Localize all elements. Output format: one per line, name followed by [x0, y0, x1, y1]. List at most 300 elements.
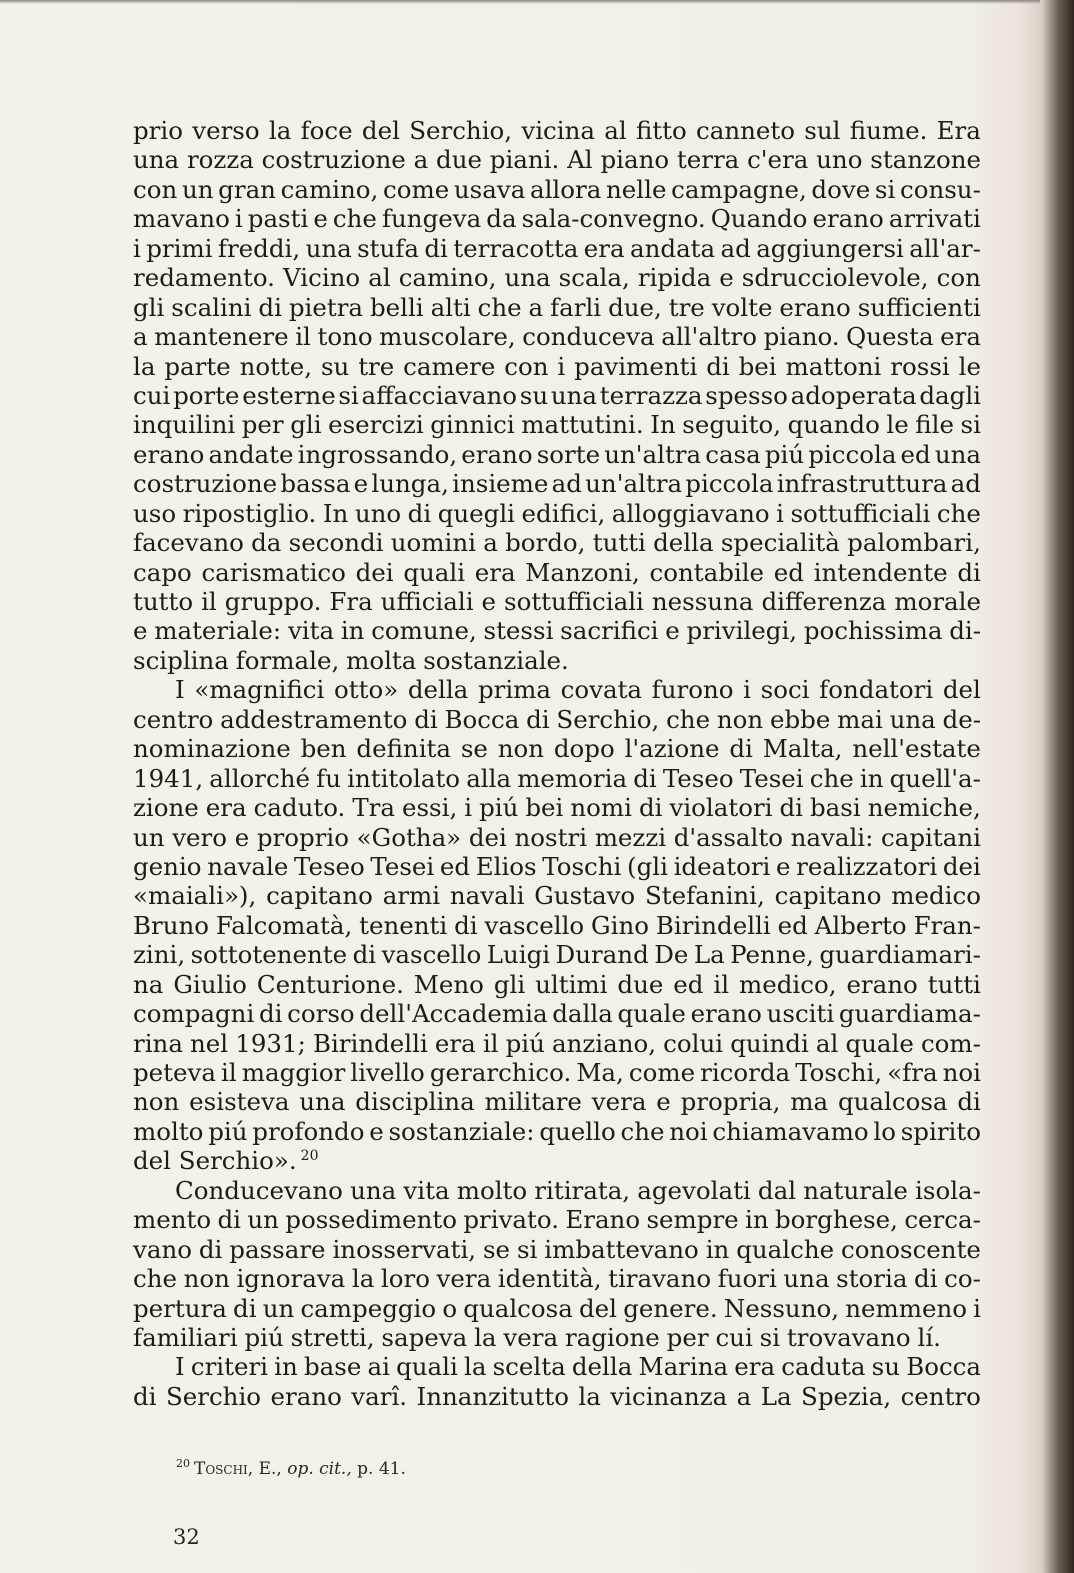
word: di — [217, 1205, 241, 1235]
word: che — [936, 498, 981, 528]
word: aggiungersi — [756, 233, 904, 263]
word: sciplina — [133, 645, 229, 675]
word: ebbe — [769, 704, 831, 734]
word: memoria — [517, 763, 628, 793]
word: inosservati, — [332, 1234, 477, 1264]
word: se — [482, 1234, 511, 1264]
word: due — [436, 145, 482, 175]
word: con — [936, 263, 981, 293]
word: dal — [757, 1175, 797, 1205]
word: La — [693, 940, 725, 970]
text-line — [133, 852, 981, 881]
word: Bocca — [906, 1352, 981, 1382]
text-line — [133, 440, 981, 469]
word: erano — [461, 439, 533, 469]
word: ben — [300, 734, 347, 764]
word: terrazza — [599, 380, 703, 410]
word: Fran- — [913, 910, 981, 940]
word: agevolati — [637, 1175, 751, 1205]
word: una — [934, 439, 981, 469]
word: foce — [300, 116, 353, 145]
word: e — [776, 851, 791, 881]
word: stanzone — [870, 145, 981, 175]
text-line-paragraph-start — [133, 1176, 981, 1205]
footnote-ref: op. cit., — [287, 1459, 352, 1479]
text-line — [133, 410, 981, 439]
word: come — [628, 1058, 696, 1087]
text-line — [133, 911, 981, 940]
word: ad — [950, 469, 981, 499]
word: ad — [720, 233, 751, 263]
word: sala-convegno. — [521, 204, 706, 234]
word: dalla — [552, 999, 613, 1029]
word: di — [957, 1087, 981, 1117]
word: il — [221, 1058, 237, 1087]
word: mattutini. — [521, 410, 644, 440]
word: ad — [551, 469, 582, 499]
word: esercizi — [328, 410, 424, 440]
word: all'ar- — [909, 233, 981, 263]
text-line — [133, 999, 981, 1028]
word: lunga, — [371, 469, 449, 499]
word: i — [133, 233, 141, 263]
text-line-paragraph-start — [133, 675, 981, 704]
word: infrastruttura — [776, 469, 948, 499]
text-line — [133, 1294, 981, 1323]
word: «fra — [887, 1058, 938, 1087]
word: con — [504, 351, 549, 381]
word: gli — [493, 969, 526, 999]
word: fu — [316, 763, 341, 793]
word: vascello — [484, 910, 585, 940]
word: ufficiali — [380, 587, 474, 616]
text-line — [133, 1087, 981, 1116]
word: piú — [244, 1322, 284, 1352]
word: palombari, — [847, 528, 981, 558]
word: conduceva — [522, 322, 655, 352]
word: Gino — [591, 910, 649, 940]
word: navale — [207, 851, 289, 881]
word: che — [477, 292, 522, 322]
word: tre — [358, 351, 395, 381]
word: militare — [484, 1087, 582, 1117]
word: pietra — [288, 292, 364, 322]
word: sdrucciolevole, — [741, 263, 929, 293]
word: per — [241, 410, 284, 440]
word: Tra — [352, 793, 395, 823]
word: navali: — [790, 822, 874, 852]
word: nelle — [606, 174, 667, 204]
word: adoperata — [790, 380, 917, 410]
word: in — [274, 1352, 298, 1382]
word: molto — [456, 1175, 528, 1205]
word: proprio — [256, 822, 349, 852]
page-number: 32 — [173, 1525, 200, 1549]
word: la — [268, 116, 292, 145]
word: in — [340, 616, 365, 646]
word: con — [133, 174, 178, 204]
word: trovavano — [786, 1322, 911, 1352]
word: sempre — [646, 1205, 739, 1235]
word: i — [973, 1293, 981, 1323]
word: prio — [133, 116, 183, 145]
word: ed — [777, 910, 808, 940]
word: Tesei — [370, 851, 435, 881]
word: insieme — [452, 469, 549, 499]
word: basi — [810, 793, 861, 823]
word: ed — [773, 557, 804, 587]
word: materiale: — [154, 616, 282, 646]
word: era — [205, 793, 247, 823]
word: profondo — [252, 1116, 365, 1146]
word: «magnifici — [194, 675, 325, 705]
word: zini, — [133, 940, 186, 970]
word: covata — [560, 675, 643, 705]
word: su — [320, 351, 350, 381]
word: sacrifici — [560, 616, 659, 646]
word: privato. — [463, 1205, 559, 1235]
word: Bruno — [133, 910, 210, 940]
word: piú — [479, 793, 519, 823]
word: mento — [133, 1205, 212, 1235]
word: che — [332, 204, 377, 234]
word: nominazione — [133, 734, 291, 764]
word: anziano, — [552, 1028, 657, 1058]
word: freddi, — [217, 233, 301, 263]
word: centro — [900, 1381, 981, 1411]
word: Manzoni, — [525, 557, 640, 587]
word: capitano — [266, 881, 373, 911]
word: dei — [942, 851, 981, 881]
word: noi — [669, 1116, 708, 1146]
word: andate — [208, 439, 294, 469]
word: privilegi, — [686, 616, 798, 646]
word: formale, — [235, 645, 340, 675]
word: Gustavo — [534, 881, 636, 911]
word: ginnici — [430, 410, 515, 440]
word: addestramento — [220, 704, 408, 734]
word: i — [776, 498, 784, 528]
word: vera — [591, 1087, 647, 1117]
word: otto» — [334, 675, 399, 705]
word: uno — [816, 145, 863, 175]
word: le — [958, 351, 981, 381]
word: Vicino — [283, 263, 361, 293]
word: al — [604, 116, 627, 145]
word: familiari — [133, 1322, 238, 1352]
word: intendente — [813, 557, 948, 587]
word: non — [133, 1087, 180, 1117]
word: non — [497, 734, 545, 764]
word: guardiamari- — [819, 940, 981, 970]
word: di — [526, 704, 550, 734]
word: camino, — [280, 174, 379, 204]
text-line — [133, 175, 981, 204]
word: chiamavamo — [712, 1116, 869, 1146]
word: sapeva — [381, 1322, 468, 1352]
word: era — [583, 233, 625, 263]
word: quindi — [730, 1028, 809, 1058]
word: allora — [529, 174, 602, 204]
word: alti — [430, 292, 471, 322]
word: I — [175, 675, 185, 705]
word: primi — [146, 233, 213, 263]
word: Teseo — [294, 851, 365, 881]
word: del — [942, 675, 981, 705]
word: il — [295, 322, 311, 352]
word: la — [464, 1352, 487, 1382]
word: allorché — [209, 763, 311, 793]
word: scelta — [492, 1352, 566, 1382]
word: nemiche, — [867, 793, 981, 823]
word: si — [874, 174, 896, 204]
word: di — [706, 351, 730, 381]
text-line-paragraph-end — [133, 646, 981, 675]
word: furono — [651, 675, 734, 705]
word: e — [665, 616, 680, 646]
word: sostanziale. — [423, 645, 569, 675]
word: na — [133, 969, 164, 999]
word: la — [351, 1264, 375, 1294]
word: di — [133, 1381, 157, 1411]
word: erano — [812, 204, 884, 234]
word: d'assalto — [673, 822, 783, 852]
word: di — [454, 910, 478, 940]
word: Innanzitutto — [416, 1381, 569, 1411]
word: farli — [550, 292, 602, 322]
word: dove — [811, 174, 871, 204]
text-line — [133, 558, 981, 587]
word: zione — [133, 793, 199, 823]
word: a — [133, 322, 148, 352]
word: Marina — [638, 1352, 729, 1382]
word: intitolato — [347, 763, 461, 793]
word: Serchio, — [409, 116, 513, 145]
word: fungeva — [381, 204, 482, 234]
word: genio — [133, 851, 202, 881]
word: e — [719, 263, 734, 293]
word: capitano — [774, 881, 882, 911]
word: qualche — [736, 1234, 835, 1264]
word: Meno — [413, 969, 484, 999]
word: mantenere — [154, 322, 289, 352]
word: l'azione — [624, 734, 720, 764]
word: e — [313, 204, 328, 234]
word: e — [656, 1087, 671, 1117]
word: quando — [787, 410, 880, 440]
word: due — [617, 969, 664, 999]
word: uso — [133, 498, 177, 528]
word: sottufficiali — [790, 498, 931, 528]
word: due, — [608, 292, 662, 322]
word: di — [779, 793, 804, 823]
word: isola- — [915, 1175, 981, 1205]
word: era — [434, 1028, 476, 1058]
word: de- — [942, 704, 981, 734]
word: tutti — [592, 528, 646, 558]
word: «Gotha» — [356, 822, 462, 852]
word: disciplina — [355, 1087, 475, 1117]
word: I — [175, 1352, 185, 1382]
word: una — [504, 263, 551, 293]
word: usciti — [766, 999, 835, 1029]
word: co- — [944, 1264, 981, 1294]
word: maggior — [241, 1058, 346, 1087]
word: gerarchico. — [429, 1058, 572, 1087]
word: dei — [468, 822, 507, 852]
word: spirito — [900, 1116, 981, 1146]
word: Toschi — [542, 851, 622, 881]
word: le — [886, 410, 909, 440]
word: naturale — [803, 1175, 908, 1205]
text-line — [133, 145, 981, 174]
text-line-paragraph-end — [133, 1146, 981, 1175]
word: notte, — [239, 351, 313, 381]
word: una — [350, 1175, 397, 1205]
word: dagli — [919, 380, 981, 410]
word: dei — [355, 557, 394, 587]
word: un'altra — [604, 439, 702, 469]
word: al — [368, 263, 391, 293]
word: mavano — [133, 204, 230, 234]
word: fitto — [635, 116, 687, 145]
word: si — [960, 410, 981, 440]
word: di — [424, 233, 448, 263]
word: pertura — [133, 1293, 227, 1323]
word: che — [620, 1116, 665, 1146]
word: piano. — [763, 322, 840, 352]
word: di — [258, 292, 282, 322]
word: quello — [539, 1116, 616, 1146]
word: era — [940, 322, 981, 352]
word: e — [353, 469, 369, 499]
text-line-paragraph-end — [133, 1323, 981, 1352]
word: vano — [133, 1234, 192, 1264]
word: di — [729, 734, 753, 764]
text-line — [133, 1205, 981, 1234]
word: quali — [396, 1352, 458, 1382]
word: Ma, — [576, 1058, 624, 1087]
word: di — [638, 793, 663, 823]
word: tenenti — [359, 910, 448, 940]
word: lí. — [917, 1322, 941, 1352]
word: piú — [208, 1116, 248, 1146]
word: gli — [290, 410, 322, 440]
footnote-reference: 20 — [300, 1148, 319, 1165]
word: pavimenti — [574, 351, 698, 381]
word: caduto. — [253, 793, 346, 823]
word: o — [442, 1293, 458, 1323]
word: piú — [505, 1028, 545, 1058]
word: a — [483, 528, 498, 558]
word: vera — [436, 1264, 492, 1294]
word: Era — [936, 116, 981, 145]
word: gli — [133, 292, 165, 322]
word: Penne, — [730, 940, 814, 970]
word: ed — [439, 851, 471, 881]
word: soci — [760, 675, 810, 705]
word: bei — [738, 351, 777, 381]
word: capitani — [881, 822, 981, 852]
word: campagne, — [671, 174, 807, 204]
word: colui — [663, 1028, 724, 1058]
word: De — [654, 940, 689, 970]
word: sottotenente — [190, 940, 348, 970]
word: muscolare, — [379, 322, 516, 352]
word: ripida — [637, 263, 712, 293]
word: molta — [346, 645, 417, 675]
word: e — [133, 616, 148, 646]
word: vascello — [381, 940, 482, 970]
word: su — [871, 1352, 901, 1382]
word: nemmeno — [845, 1293, 967, 1323]
word: bassa — [280, 469, 351, 499]
word: compagni — [133, 999, 255, 1029]
word: noi — [942, 1058, 981, 1087]
word: seguito, — [682, 410, 782, 440]
word: e — [369, 1116, 384, 1146]
word: Nessuno, — [723, 1293, 840, 1323]
word: di — [957, 557, 981, 587]
word: ricorda — [700, 1058, 791, 1087]
word: facevano — [133, 528, 244, 558]
word: mai — [837, 704, 883, 734]
word: piccola — [808, 439, 897, 469]
word: di- — [949, 616, 981, 646]
text-line — [133, 616, 981, 645]
word: nomi — [570, 793, 632, 823]
word: una — [305, 233, 352, 263]
word: i — [743, 675, 751, 705]
word: i — [464, 793, 473, 823]
word: quale — [845, 1028, 914, 1058]
word: ignorava — [236, 1264, 346, 1294]
word: realizzatori — [796, 851, 938, 881]
word: quali — [403, 557, 466, 587]
word: da — [251, 528, 282, 558]
word: ingrossando, — [297, 439, 458, 469]
word: com- — [920, 1028, 981, 1058]
footnote-author: Toschi, E., — [194, 1459, 282, 1479]
word: secondi — [288, 528, 384, 558]
word: fondatori — [819, 675, 934, 705]
word: Spezia, — [801, 1381, 892, 1411]
word: ai — [367, 1352, 390, 1382]
word: Luigi — [486, 940, 551, 970]
word: Stefanini, — [644, 881, 765, 911]
word: di — [407, 498, 432, 528]
word: guardiama- — [838, 999, 981, 1029]
word: esterne — [242, 380, 336, 410]
word: redamento. — [133, 263, 275, 293]
word: Fra — [329, 587, 373, 616]
word: si — [338, 380, 359, 410]
word: rozza — [186, 145, 254, 175]
word: stessi — [483, 616, 554, 646]
word: che — [809, 763, 854, 793]
word: medico — [891, 881, 981, 911]
word: ed — [673, 969, 704, 999]
word: gran — [218, 174, 276, 204]
word: vita — [403, 1175, 450, 1205]
word: sottufficiali — [504, 587, 644, 616]
word: era — [474, 557, 516, 587]
text-line-paragraph-start — [133, 1352, 981, 1381]
word: criteri — [190, 1352, 269, 1382]
text-line — [133, 940, 981, 969]
word: erano — [133, 439, 205, 469]
word: Birindelli — [655, 910, 771, 940]
